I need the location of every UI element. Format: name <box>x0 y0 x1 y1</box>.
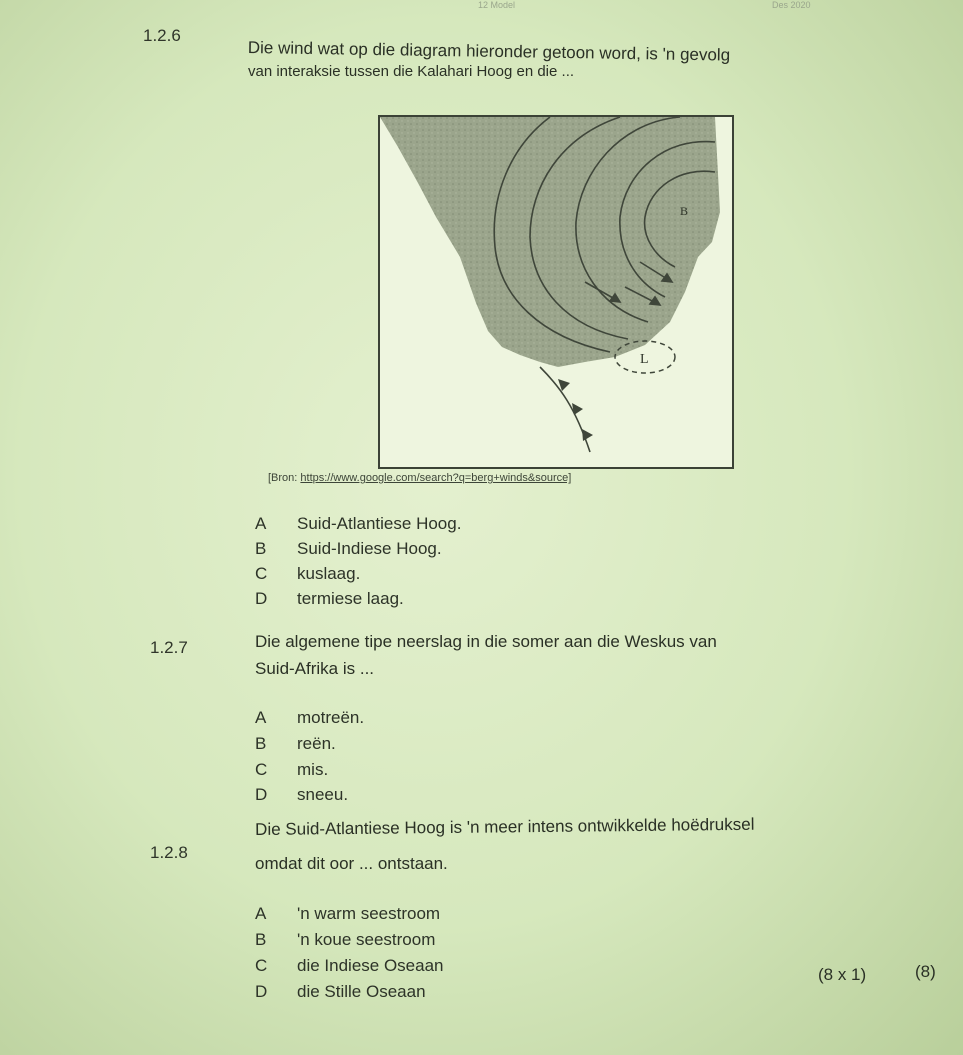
source-prefix: [Bron: <box>268 472 301 484</box>
question-text-128-line2: omdat dit oor ... ontstaan. <box>255 854 448 873</box>
option-126-b[interactable]: B Suid-Indiese Hoog. <box>255 539 442 558</box>
question-number-128: 1.2.8 <box>150 843 188 862</box>
marks-total: (8) <box>915 962 936 981</box>
header-right-text: Des 2020 <box>772 0 811 10</box>
question-text-127-line2: Suid-Afrika is ... <box>255 659 375 678</box>
label-l: L <box>640 352 649 367</box>
option-127-c[interactable]: C mis. <box>255 760 329 779</box>
question-text-128-line1: Die Suid-Atlantiese Hoog is 'n meer intens ontwikkelde hoëdruksel <box>255 814 755 839</box>
option-128-d[interactable]: D die Stille Oseaan <box>255 982 426 1001</box>
option-126-d[interactable]: D termiese laag. <box>255 589 404 608</box>
source-url: https://www.google.com/search?q=berg+winds&source] <box>300 472 572 484</box>
label-b: B <box>680 204 689 218</box>
berg-wind-map <box>380 117 732 467</box>
question-text-126-line2: van interaksie tussen die Kalahari Hoog en die ... <box>248 63 575 80</box>
question-number-127: 1.2.7 <box>150 638 188 657</box>
option-128-c[interactable]: C die Indiese Oseaan <box>255 956 444 975</box>
figure-source <box>268 472 571 484</box>
cold-front <box>540 367 590 452</box>
option-127-d[interactable]: D sneeu. <box>255 785 349 804</box>
question-text-127-line1: Die algemene tipe neerslag in die somer aan die Weskus van <box>255 632 717 651</box>
option-126-c[interactable]: C kuslaag. <box>255 564 361 583</box>
question-text-126-line1: Die wind wat op die diagram hieronder getoon word, is 'n gevolg <box>247 37 731 65</box>
question-number-126: 1.2.6 <box>143 26 181 45</box>
berg-wind-diagram <box>378 115 734 469</box>
option-128-a[interactable]: A 'n warm seestroom <box>255 904 441 923</box>
option-127-b[interactable]: B reën. <box>255 734 336 753</box>
option-127-a[interactable]: A motreën. <box>255 708 365 727</box>
marks-formula: (8 x 1) <box>818 965 867 984</box>
option-128-b[interactable]: B 'n koue seestroom <box>255 930 436 949</box>
header-center-text: 12 Model <box>478 0 516 10</box>
option-126-a[interactable]: A Suid-Atlantiese Hoog. <box>255 514 462 533</box>
